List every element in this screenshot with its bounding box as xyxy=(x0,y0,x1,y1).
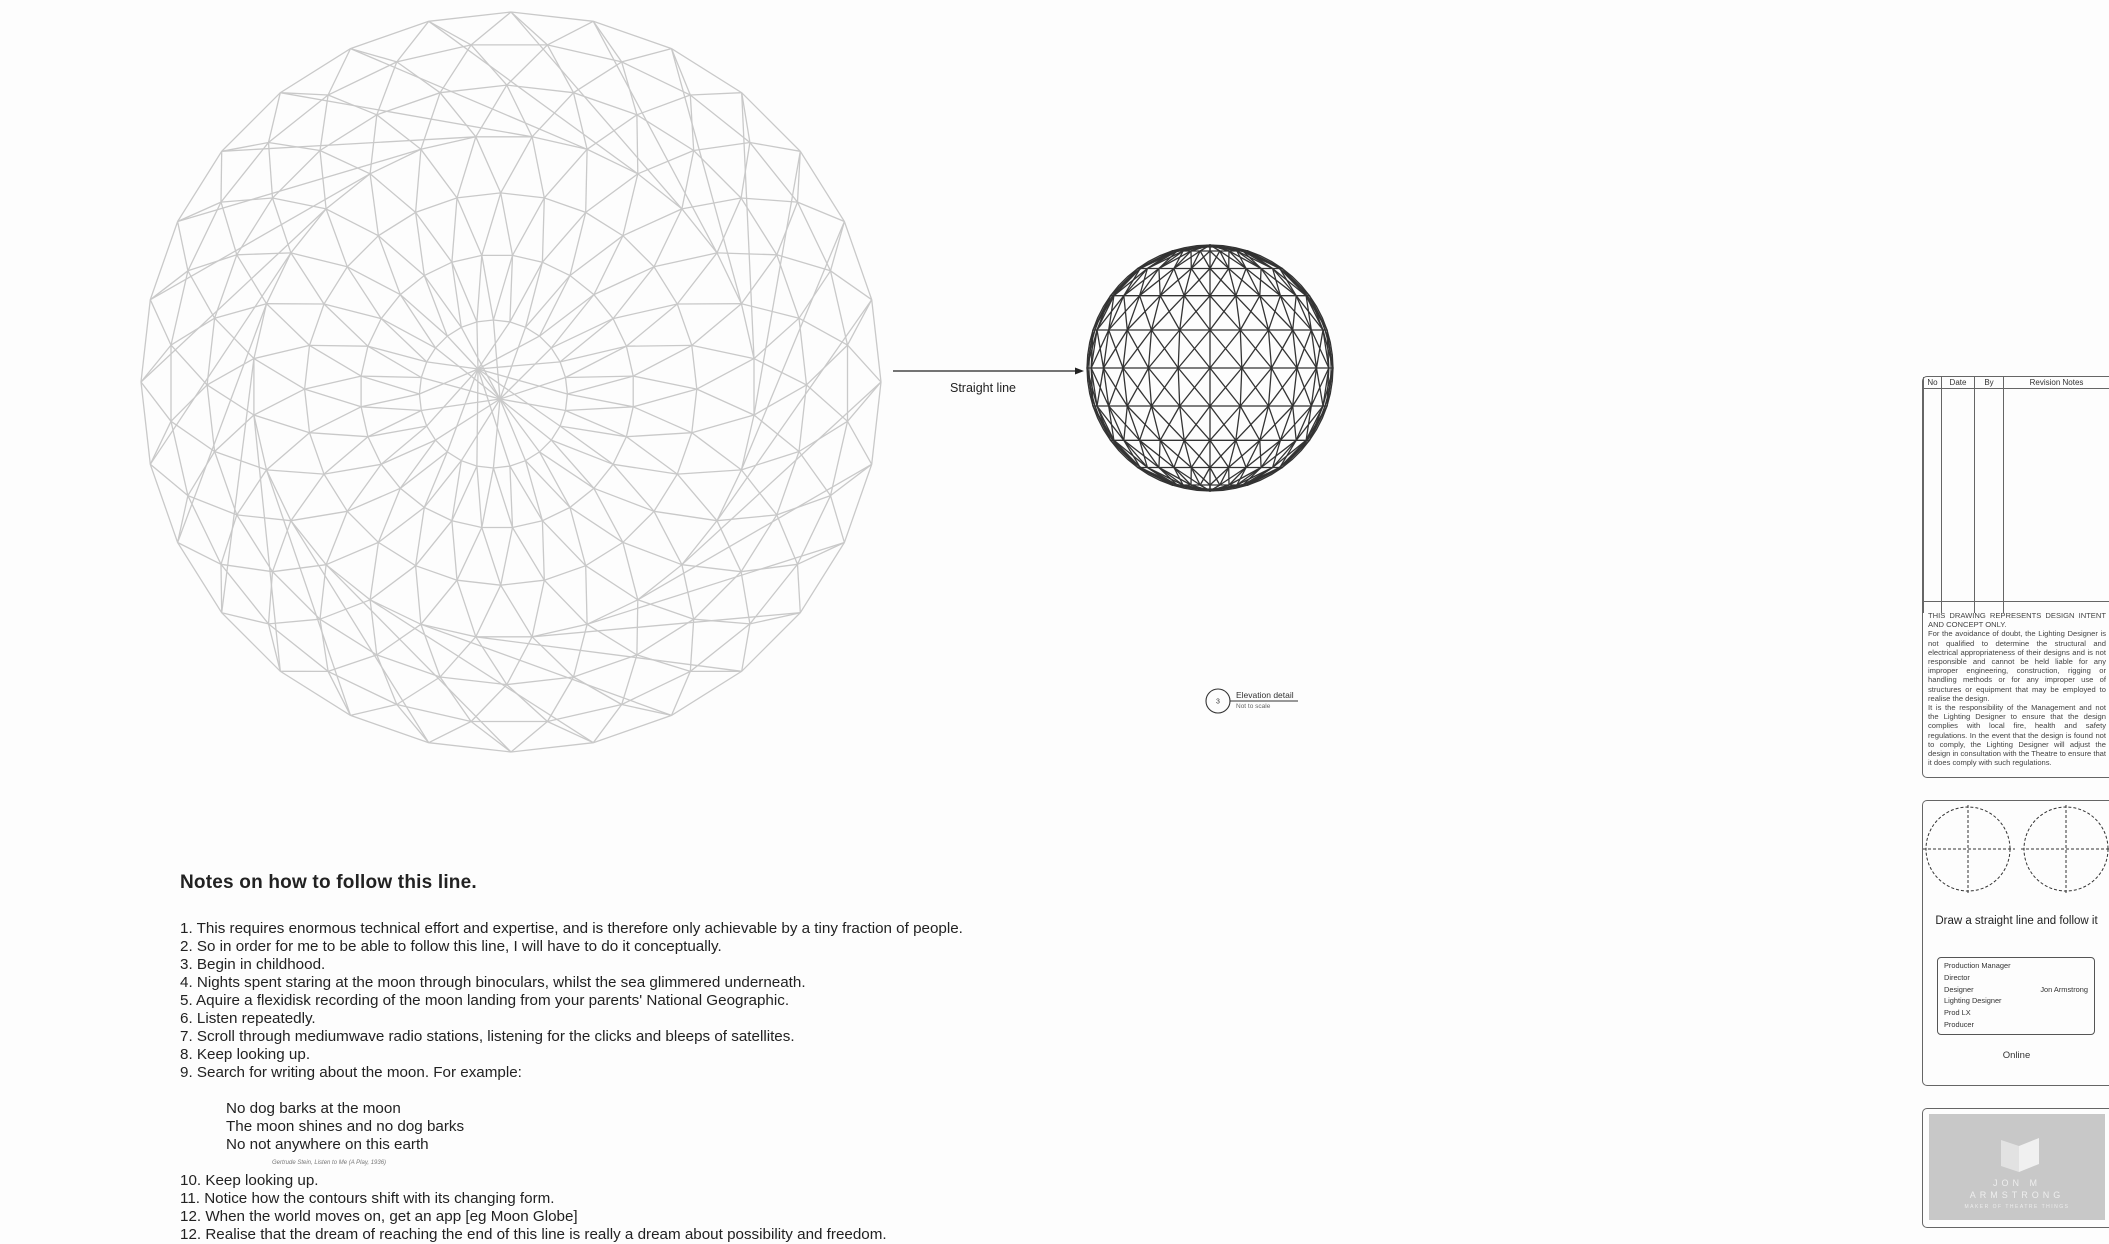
callout-number: 3 xyxy=(1216,699,1220,706)
revision-panel xyxy=(1922,376,2109,778)
callout-title: Elevation detail xyxy=(1236,690,1294,700)
poem-quote xyxy=(226,1100,1180,1154)
venue-plan-symbols xyxy=(1923,801,2109,901)
credit-row: Designer Jon Armstrong xyxy=(1944,985,2088,995)
elevation-callout xyxy=(1200,685,1320,717)
geodesic-elevation-view xyxy=(1080,238,1340,498)
disclaimer-para2: It is the responsibility of the Management and not the Lighting Designer to ensure that the design complies with local fire, health and safety regulations. In the event that the design is found not to comply, the Lighting Designer will adjust the design in consultation with the Theatre to ensure that it does comply with such regulations. xyxy=(1928,703,2106,767)
poem-citation: Gertrude Stein, Listen to Me (A Play, 1936) xyxy=(272,1160,1180,1166)
credit-row: Prod LX xyxy=(1944,1008,2088,1018)
arrow-label: Straight line xyxy=(950,381,1016,395)
logo-panel xyxy=(1922,1108,2109,1228)
notes-section xyxy=(180,872,1180,1244)
list-item: 11. Notice how the contours shift with its changing form. xyxy=(180,1190,1180,1208)
list-item: 6. Listen repeatedly. xyxy=(180,1010,1180,1028)
list-item: 5. Aquire a flexidisk recording of the moon landing from your parents' National Geographic. xyxy=(180,992,1180,1010)
callout-subtitle: Not to scale xyxy=(1236,703,1271,710)
title-block xyxy=(1922,800,2109,1086)
list-item: 3. Begin in childhood. xyxy=(180,956,1180,974)
venue-label: Online xyxy=(1923,1050,2109,1061)
logo-line1: JON M xyxy=(1929,1178,2105,1188)
list-item: 1. This requires enormous technical effort and expertise, and is therefore only achievable by a tiny fraction of people. xyxy=(180,920,1180,938)
list-item: No not anywhere on this earth xyxy=(226,1136,1180,1154)
list-item: 2. So in order for me to be able to follow this line, I will have to do it conceptually. xyxy=(180,938,1180,956)
geodesic-plan-view xyxy=(0,0,920,780)
disclaimer-text xyxy=(1928,611,2106,767)
list-item: 8. Keep looking up. xyxy=(180,1046,1180,1064)
credit-row: Production Manager xyxy=(1944,961,2088,971)
plan-wireframe xyxy=(141,12,881,752)
straight-line-arrow xyxy=(880,350,1100,410)
rev-header-by: By xyxy=(1975,377,2004,389)
credit-row: Producer xyxy=(1944,1020,2088,1030)
disclaimer-heading: THIS DRAWING REPRESENTS DESIGN INTENT AND CONCEPT ONLY. xyxy=(1928,611,2106,629)
list-item: 12. Realise that the dream of reaching the end of this line is really a dream about possibility and freedom. xyxy=(180,1226,1180,1244)
rev-header-date: Date xyxy=(1942,377,1975,389)
logo xyxy=(1929,1114,2105,1220)
disclaimer-para1: For the avoidance of doubt, the Lighting Designer is not qualified to determine the structural and electrical appropriateness of their designs and is not responsible and cannot be held liable for any improper engineering, construction, rigging or handling methods or for any improper use of structures or equipment that may be employed to realise the design. xyxy=(1928,629,2106,703)
revision-table xyxy=(1923,377,2109,613)
list-item: 12. When the world moves on, get an app [eg Moon Globe] xyxy=(180,1208,1180,1226)
list-item: 4. Nights spent staring at the moon through binoculars, whilst the sea glimmered underneath. xyxy=(180,974,1180,992)
credit-row: Director xyxy=(1944,973,2088,983)
list-item: No dog barks at the moon xyxy=(226,1100,1180,1118)
list-item: 10. Keep looking up. xyxy=(180,1172,1180,1190)
list-item: 9. Search for writing about the moon. For example: xyxy=(180,1064,1180,1082)
drawing-title: Draw a straight line and follow it xyxy=(1923,915,2109,927)
notes-list-a xyxy=(180,920,1180,1082)
list-item: The moon shines and no dog barks xyxy=(226,1118,1180,1136)
credit-row: Lighting Designer xyxy=(1944,996,2088,1006)
logo-line3: MAKER OF THEATRE THINGS xyxy=(1929,1204,2105,1210)
rev-header-notes: Revision Notes xyxy=(2004,377,2109,389)
notes-title: Notes on how to follow this line. xyxy=(180,872,1180,894)
elevation-wireframe xyxy=(1087,245,1333,491)
notes-list-b xyxy=(180,1172,1180,1244)
book-icon xyxy=(1995,1132,2045,1174)
rev-header-no: No xyxy=(1924,377,1942,389)
credits-box xyxy=(1937,957,2095,1035)
logo-line2: ARMSTRONG xyxy=(1929,1190,2105,1200)
list-item: 7. Scroll through mediumwave radio stations, listening for the clicks and bleeps of satellites. xyxy=(180,1028,1180,1046)
